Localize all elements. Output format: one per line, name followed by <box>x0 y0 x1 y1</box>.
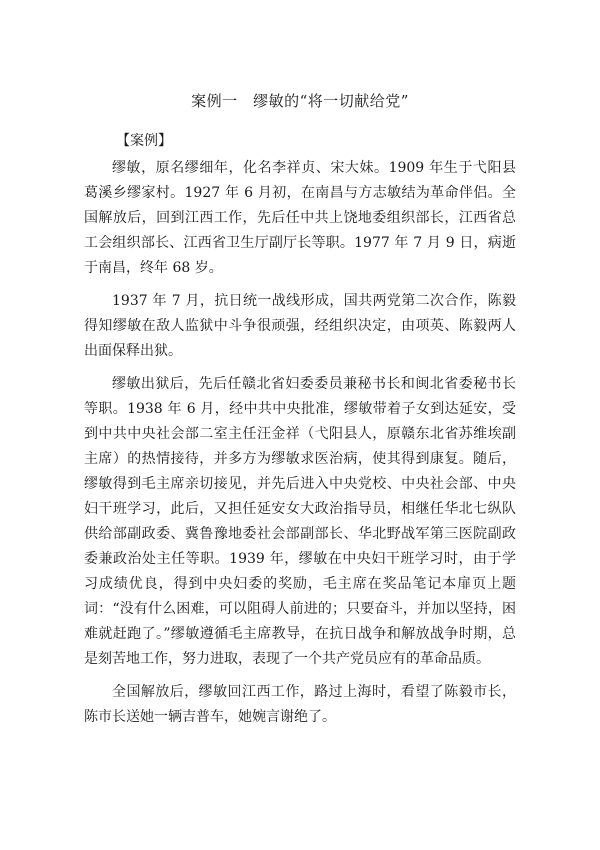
body-text <box>84 156 516 738</box>
paragraph-4: 全国解放后，缪敏回江西工作，路过上海时，看望了陈毅市长，陈市长送她一辆吉普车，她婉言谢绝了。 <box>84 684 516 725</box>
paragraph-3: 缪敏出狱后，先后任赣北省妇委委员兼秘书长和闽北省委秘书长等职。1938 年 6 月，经中共中央批准，缪敏带着子女到达延安，受到中共中央社会部二室主任汪金祥（弋阳县人，原赣东北省苏维埃副主席）的热情接待，并多方为缪敏求医治病，使其得到康复。随后，缪敏得到毛主席亲切接见，并先后进入中央党校、中央社会部、中央妇干班学习，此后，又担任延安女大政治指导员，相继任华北七纵队供给部副政委、冀鲁豫地委社会部副部长、华北野战军第三医院副政委兼政治处主任等职。1939 年，缪敏在中央妇干班学习时，由于学习成绩优良，得到中央妇委的奖励，毛主席在奖品笔记本扉页上题词：“没有什么困难，可以阻碍人前进的；只要奋斗，并加以坚持，困难就赶跑了。”缪敏遵循毛主席教导，在抗日战争和解放战争时期，总是刻苦地工作，努力进取，表现了一个共产党员应有的革命品质。 <box>84 376 516 667</box>
paragraph-1: 缪敏，原名缪细年，化名李祥贞、宋大妹。1909 年生于弋阳县葛溪乡缪家村。1927 年 6 月初，在南昌与方志敏结为革命伴侣。全国解放后，回到江西工作，先后任中共上饶地委组织部长，江西省总工会组织部长、江西省卫生厅副厅长等职。1977 年 7 月 9 日，病逝于南昌，终年 68 岁。 <box>84 160 516 276</box>
page-title: 案例一 缪敏的“将一切献给党” <box>191 92 409 110</box>
paragraph-2: 1937 年 7 月，抗日统一战线形成，国共两党第二次合作，陈毅得知缪敏在敌人监狱中斗争很顽强，经组织决定，由项英、陈毅两人出面保释出狱。 <box>84 293 516 359</box>
section-label: 【案例】 <box>116 133 172 149</box>
